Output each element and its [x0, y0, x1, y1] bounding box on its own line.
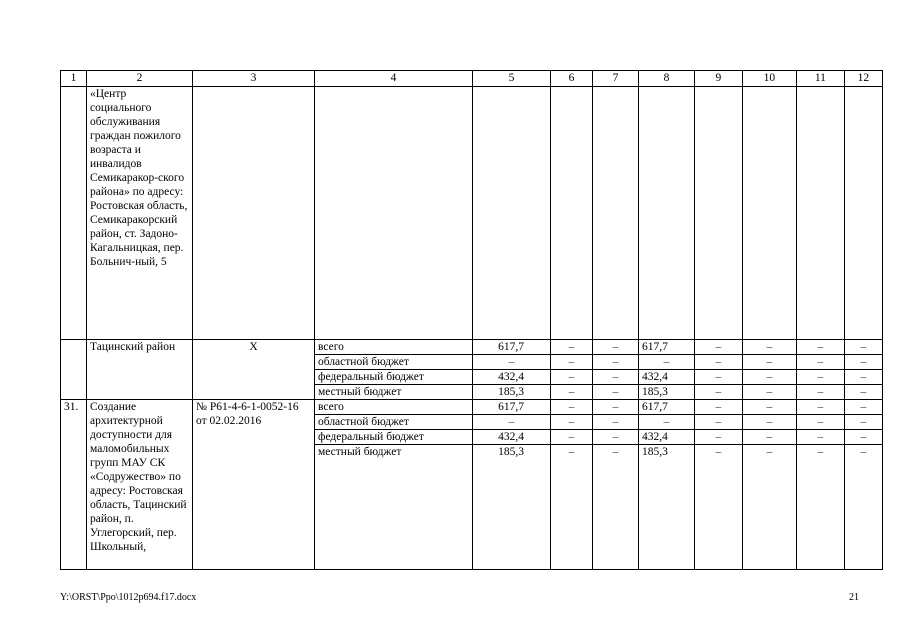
value-cell-c9: –: [694, 400, 742, 415]
value-cell-c12: –: [844, 430, 882, 445]
header-cell: 11: [796, 71, 844, 87]
value-cell-c5: 432,4: [473, 430, 551, 445]
value-cell-c6: –: [551, 340, 593, 355]
header-cell: 3: [193, 71, 315, 87]
document-path: Y:\ORST\Ppo\1012p694.f17.docx: [60, 592, 197, 603]
value-cell-c11: –: [796, 400, 844, 415]
budget-source-label: всего: [315, 400, 473, 415]
value-cell-c10: –: [742, 370, 796, 385]
value-cell-c8: 185,3: [639, 445, 695, 570]
value-cell-c7: –: [593, 370, 639, 385]
value-cell-c8: 185,3: [639, 385, 695, 400]
object-description: «Центр социального обслуживания граждан пожилого возраста и инвалидов Семикаракор-ского района» по адресу: Ростовская область, Семикаракорский район, ст. Задоно-Кагальницкая, пер. Больнич-ный, 5: [87, 87, 193, 340]
value-cell-c8: 617,7: [639, 340, 695, 355]
header-cell: 1: [61, 71, 87, 87]
table-cell: [61, 87, 87, 340]
value-cell-c8: 432,4: [639, 430, 695, 445]
document-ref: № Р61-4-6-1-0052-16 от 02.02.2016: [193, 400, 315, 570]
value-cell-c7: –: [593, 355, 639, 370]
value-cell-c9: –: [694, 385, 742, 400]
budget-table: [60, 70, 883, 570]
table-cell: [61, 340, 87, 400]
value-cell-c12: –: [844, 445, 882, 570]
budget-source-label: областной бюджет: [315, 355, 473, 370]
page-number: 21: [849, 592, 859, 603]
budget-source-label: всего: [315, 340, 473, 355]
document-ref: Х: [193, 340, 315, 400]
value-cell-c11: –: [796, 445, 844, 570]
value-cell-c8: –: [639, 355, 695, 370]
table-cell: [193, 87, 315, 340]
value-cell-c10: –: [742, 355, 796, 370]
value-cell-c6: –: [551, 430, 593, 445]
value-cell-c7: –: [593, 400, 639, 415]
value-cell-c7: –: [593, 385, 639, 400]
header-row: [61, 71, 883, 87]
value-cell-c5: 185,3: [473, 445, 551, 570]
header-cell: 4: [315, 71, 473, 87]
value-cell-c5: 432,4: [473, 370, 551, 385]
value-cell-c7: –: [593, 445, 639, 570]
value-cell-c10: –: [742, 385, 796, 400]
row-number: 31.: [61, 400, 87, 570]
value-cell-c11: –: [796, 385, 844, 400]
value-cell-c9: –: [694, 430, 742, 445]
header-cell: 2: [87, 71, 193, 87]
value-cell-c5: –: [473, 415, 551, 430]
table-cell: [473, 87, 551, 340]
header-cell: 6: [551, 71, 593, 87]
budget-source-label: федеральный бюджет: [315, 370, 473, 385]
object-description: Создание архитектурной доступности для маломобильных групп МАУ СК «Содружество» по адресу: Ростовская область, Тацинский район, п. Углегорский, пер. Школьный,: [87, 400, 193, 570]
value-cell-c6: –: [551, 445, 593, 570]
header-cell: 12: [844, 71, 882, 87]
value-cell-c9: –: [694, 340, 742, 355]
table-cell: [639, 87, 695, 340]
value-cell-c12: –: [844, 415, 882, 430]
value-cell-c6: –: [551, 400, 593, 415]
value-cell-c6: –: [551, 355, 593, 370]
budget-source-label: местный бюджет: [315, 385, 473, 400]
value-cell-c5: 185,3: [473, 385, 551, 400]
value-cell-c12: –: [844, 385, 882, 400]
value-cell-c8: –: [639, 415, 695, 430]
value-cell-c9: –: [694, 415, 742, 430]
value-cell-c8: 617,7: [639, 400, 695, 415]
value-cell-c6: –: [551, 370, 593, 385]
table-cell: [593, 87, 639, 340]
value-cell-c5: 617,7: [473, 400, 551, 415]
district-name: Тацинский район: [87, 340, 193, 400]
value-cell-c5: 617,7: [473, 340, 551, 355]
table-cell: [796, 87, 844, 340]
value-cell-c6: –: [551, 415, 593, 430]
value-cell-c11: –: [796, 430, 844, 445]
value-cell-c12: –: [844, 400, 882, 415]
value-cell-c10: –: [742, 400, 796, 415]
table-cell: [742, 87, 796, 340]
value-cell-c11: –: [796, 370, 844, 385]
value-cell-c7: –: [593, 415, 639, 430]
header-cell: 7: [593, 71, 639, 87]
header-cell: 8: [639, 71, 695, 87]
header-cell: 9: [694, 71, 742, 87]
value-cell-c9: –: [694, 370, 742, 385]
table-row: [61, 87, 883, 340]
value-cell-c11: –: [796, 340, 844, 355]
value-cell-c10: –: [742, 340, 796, 355]
budget-source-label: федеральный бюджет: [315, 430, 473, 445]
budget-line-row: [61, 340, 883, 355]
value-cell-c10: –: [742, 415, 796, 430]
header-cell: 10: [742, 71, 796, 87]
value-cell-c7: –: [593, 430, 639, 445]
value-cell-c5: –: [473, 355, 551, 370]
value-cell-c9: –: [694, 355, 742, 370]
budget-line-row: [61, 400, 883, 415]
table-cell: [551, 87, 593, 340]
value-cell-c11: –: [796, 355, 844, 370]
header-cell: 5: [473, 71, 551, 87]
table-cell: [315, 87, 473, 340]
table-cell: [844, 87, 882, 340]
budget-source-label: областной бюджет: [315, 415, 473, 430]
value-cell-c10: –: [742, 430, 796, 445]
budget-source-label: местный бюджет: [315, 445, 473, 570]
value-cell-c12: –: [844, 370, 882, 385]
value-cell-c11: –: [796, 415, 844, 430]
value-cell-c12: –: [844, 340, 882, 355]
value-cell-c9: –: [694, 445, 742, 570]
table-cell: [694, 87, 742, 340]
value-cell-c8: 432,4: [639, 370, 695, 385]
value-cell-c7: –: [593, 340, 639, 355]
value-cell-c10: –: [742, 445, 796, 570]
value-cell-c6: –: [551, 385, 593, 400]
value-cell-c12: –: [844, 355, 882, 370]
